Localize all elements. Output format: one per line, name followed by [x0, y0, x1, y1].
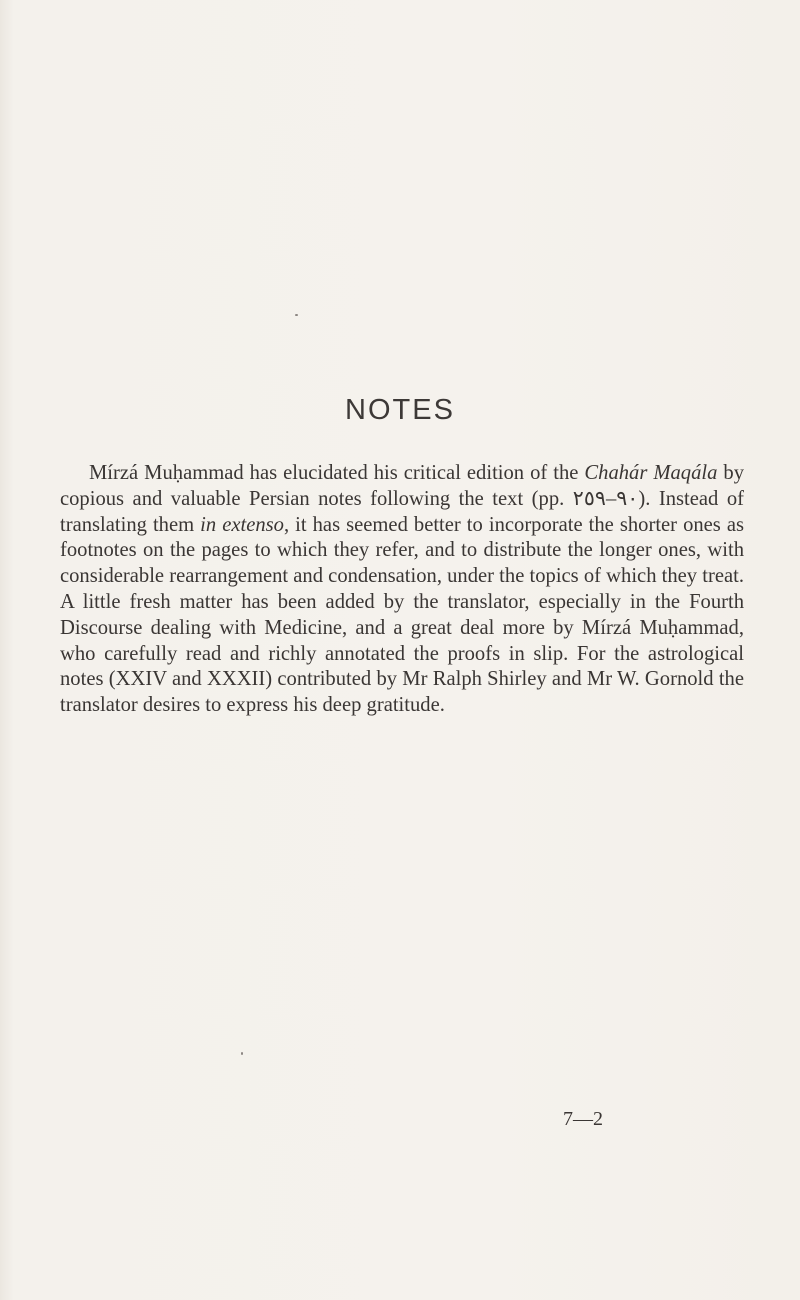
ink-speck [241, 1052, 243, 1055]
paragraph-text: Mírzá Muḥammad has elucidated his critical edition of the [89, 462, 585, 484]
page-title: NOTES [345, 394, 455, 426]
ink-speck [295, 314, 298, 316]
signature-mark: 7—2 [563, 1108, 603, 1130]
notes-paragraph [60, 461, 744, 719]
book-title: Chahár Maqála [584, 462, 718, 484]
paragraph-text: , it has seemed better to incorporate the shorter ones as footnotes on the pages to which they refer, and to distribute the longer ones, with considerable rearrangement and condensation, under the topics of which they treat. A little fresh matter has been added by the translator, especially in the Fourth Discourse dealing with Medicine, and a great deal more by Mírzá Muḥammad, who carefully read and richly annotated the proofs in slip. For the astrological notes (XXIV and XXXII) contributed by Mr Ralph Shirley and Mr W. Gornold the translator desires to express his deep gratitude. [60, 513, 744, 717]
paragraph-text: by copious and valuable Persian notes following the text (pp. ٩٠–٢٥٩). Instead of translating them [60, 462, 744, 536]
latin-phrase: in extenso [200, 513, 284, 536]
